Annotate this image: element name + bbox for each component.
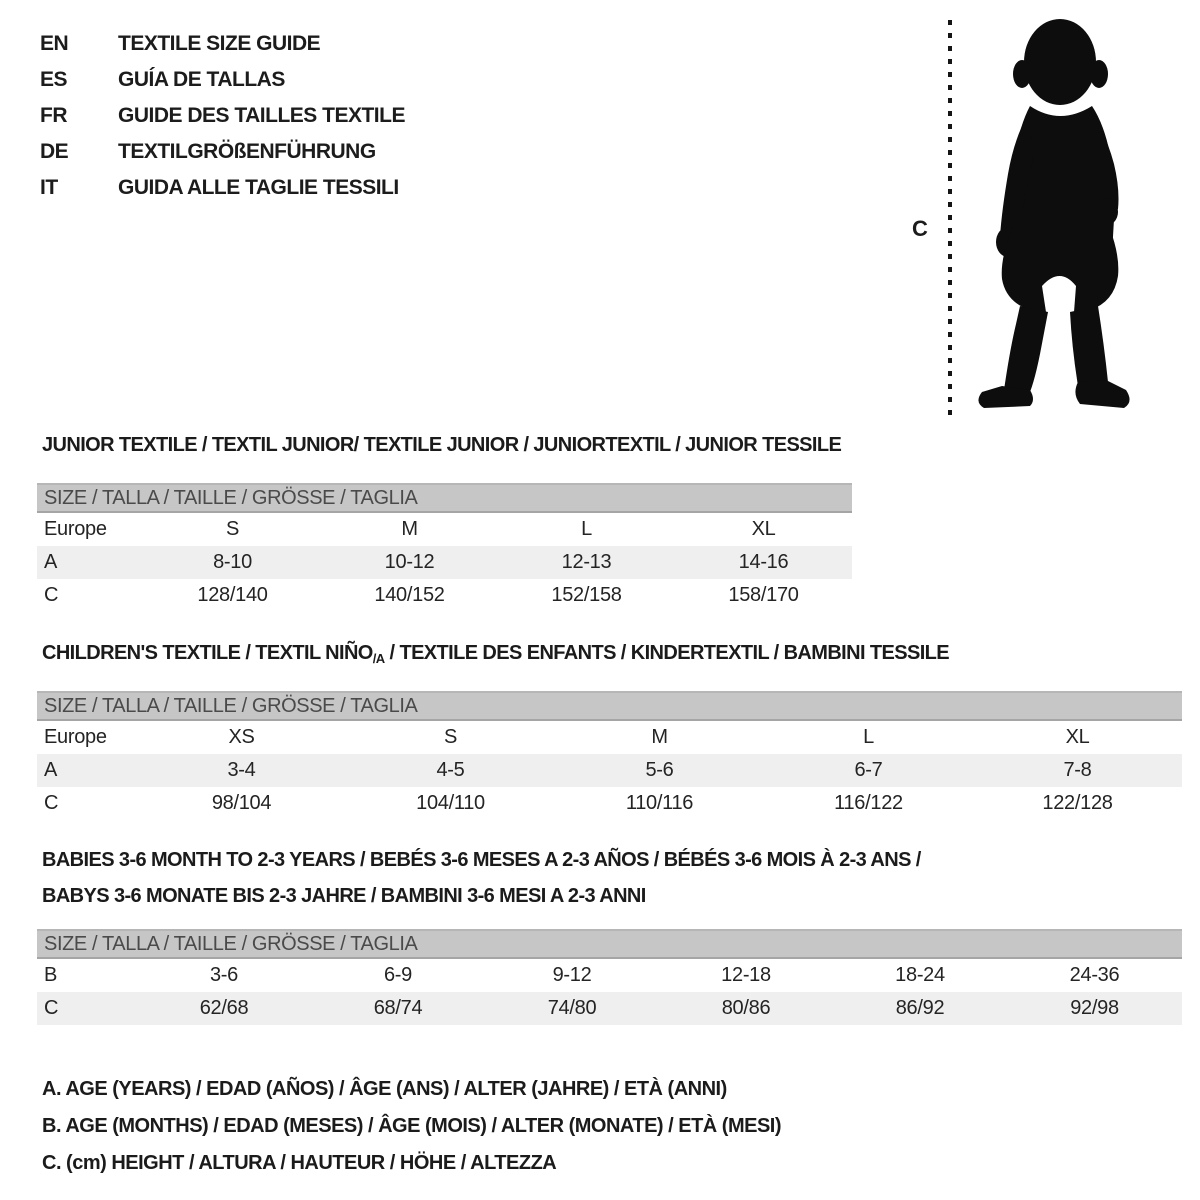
- height-cell: 80/86: [721, 997, 771, 1019]
- language-code: ES: [40, 68, 68, 91]
- language-code: EN: [40, 32, 69, 55]
- language-label: TEXTILGRÖßENFÜHRUNG: [118, 140, 376, 163]
- language-row-de: [40, 134, 405, 170]
- height-cell: 140/152: [374, 584, 445, 606]
- language-code: DE: [40, 140, 69, 163]
- age-cell: 9-12: [552, 964, 592, 986]
- height-cell: 62/68: [199, 997, 249, 1019]
- age-cell: 4-5: [436, 759, 465, 781]
- size-cell: M: [401, 518, 418, 540]
- children-size-table: [37, 721, 1182, 820]
- row-label: Europe: [44, 518, 107, 540]
- size-cell: XL: [1065, 726, 1090, 748]
- height-cell: 98/104: [211, 792, 272, 814]
- language-label: TEXTILE SIZE GUIDE: [118, 32, 321, 55]
- height-cell: 158/170: [728, 584, 799, 606]
- height-measure-label: C: [912, 216, 928, 241]
- language-code: FR: [40, 104, 67, 127]
- height-dashed-line: [948, 20, 952, 416]
- junior-section-title: JUNIOR TEXTILE / TEXTIL JUNIOR/ TEXTILE JUNIOR / JUNIORTEXTIL / JUNIOR TESSILE: [42, 434, 842, 456]
- children-title-sub: /A: [372, 651, 385, 666]
- table-row-age: [37, 546, 852, 579]
- height-cell: 122/128: [1042, 792, 1113, 814]
- children-title-post: / TEXTILE DES ENFANTS / KINDERTEXTIL / BAMBINI TESSILE: [384, 642, 950, 664]
- babies-size-header-bar: SIZE / TALLA / TAILLE / GRÖSSE / TAGLIA: [37, 929, 1182, 959]
- language-row-en: [40, 26, 405, 62]
- height-cell: 86/92: [895, 997, 945, 1019]
- row-label: A: [44, 551, 58, 573]
- legend-line-b: B. AGE (MONTHS) / EDAD (MESES) / ÂGE (MOIS) / ALTER (MONATE) / ETÀ (MESI): [42, 1115, 782, 1137]
- row-label: C: [44, 997, 59, 1019]
- height-cell: 110/116: [625, 792, 694, 814]
- age-cell: 24-36: [1069, 964, 1120, 986]
- table-row-age: [37, 754, 1182, 787]
- height-cell: 104/110: [416, 792, 485, 814]
- language-code: IT: [40, 176, 58, 199]
- age-cell: 14-16: [738, 551, 789, 573]
- height-cell: 74/80: [547, 997, 597, 1019]
- row-label: A: [44, 759, 58, 781]
- babies-section-title-line2: BABYS 3-6 MONATE BIS 2-3 JAHRE / BAMBINI 3-6 MESI A 2-3 ANNI: [42, 885, 646, 907]
- language-label: GUÍA DE TALLAS: [118, 68, 285, 91]
- babies-size-table: [37, 959, 1182, 1025]
- height-cell: 128/140: [197, 584, 268, 606]
- age-cell: 5-6: [645, 759, 674, 781]
- size-cell: S: [443, 726, 458, 748]
- legend-line-c: C. (cm) HEIGHT / ALTURA / HAUTEUR / HÖHE / ALTEZZA: [42, 1152, 557, 1174]
- language-row-fr: [40, 98, 405, 134]
- language-row-it: [40, 170, 405, 206]
- size-cell: XS: [228, 726, 255, 748]
- row-label: C: [44, 584, 59, 606]
- language-label: GUIDE DES TAILLES TEXTILE: [118, 104, 405, 127]
- size-cell: S: [225, 518, 240, 540]
- height-cell: 68/74: [373, 997, 423, 1019]
- height-cell: 152/158: [551, 584, 622, 606]
- row-label: B: [44, 964, 58, 986]
- table-row-height: [37, 579, 852, 612]
- age-cell: 10-12: [384, 551, 435, 573]
- table-row-height: [37, 787, 1182, 820]
- table-row-height: [37, 992, 1182, 1025]
- language-list: [40, 26, 405, 206]
- row-label: Europe: [44, 726, 107, 748]
- table-row-europe: [37, 721, 1182, 754]
- age-cell: 6-7: [854, 759, 883, 781]
- age-cell: 3-4: [227, 759, 256, 781]
- height-cell: 92/98: [1070, 997, 1119, 1019]
- age-cell: 18-24: [895, 964, 945, 986]
- language-row-es: [40, 62, 405, 98]
- age-cell: 12-18: [721, 964, 771, 986]
- size-cell: L: [581, 518, 592, 540]
- babies-section-title-line1: BABIES 3-6 MONTH TO 2-3 YEARS / BEBÉS 3-6 MESES A 2-3 AÑOS / BÉBÉS 3-6 MOIS À 2-3 ANS /: [42, 849, 921, 871]
- row-label: C: [44, 792, 59, 814]
- junior-size-table: [37, 513, 852, 612]
- children-section-title: [42, 642, 949, 666]
- age-cell: 8-10: [213, 551, 252, 573]
- table-row-europe: [37, 513, 852, 546]
- size-cell: XL: [751, 518, 776, 540]
- junior-size-header-bar: SIZE / TALLA / TAILLE / GRÖSSE / TAGLIA: [37, 483, 852, 513]
- toddler-silhouette-icon: [972, 14, 1142, 419]
- measure-legend: [42, 1071, 781, 1182]
- age-cell: 12-13: [561, 551, 612, 573]
- legend-line-a: A. AGE (YEARS) / EDAD (AÑOS) / ÂGE (ANS) / ALTER (JAHRE) / ETÀ (ANNI): [42, 1078, 727, 1100]
- age-cell: 3-6: [209, 964, 238, 986]
- size-cell: L: [863, 726, 874, 748]
- language-label: GUIDA ALLE TAGLIE TESSILI: [118, 176, 399, 199]
- children-size-header-bar: SIZE / TALLA / TAILLE / GRÖSSE / TAGLIA: [37, 691, 1182, 721]
- height-cell: 116/122: [834, 792, 903, 814]
- size-cell: M: [651, 726, 668, 748]
- children-title-pre: CHILDREN'S TEXTILE / TEXTIL NIÑO: [42, 642, 373, 664]
- age-cell: 6-9: [383, 964, 412, 986]
- age-cell: 7-8: [1063, 759, 1092, 781]
- table-row-age-months: [37, 959, 1182, 992]
